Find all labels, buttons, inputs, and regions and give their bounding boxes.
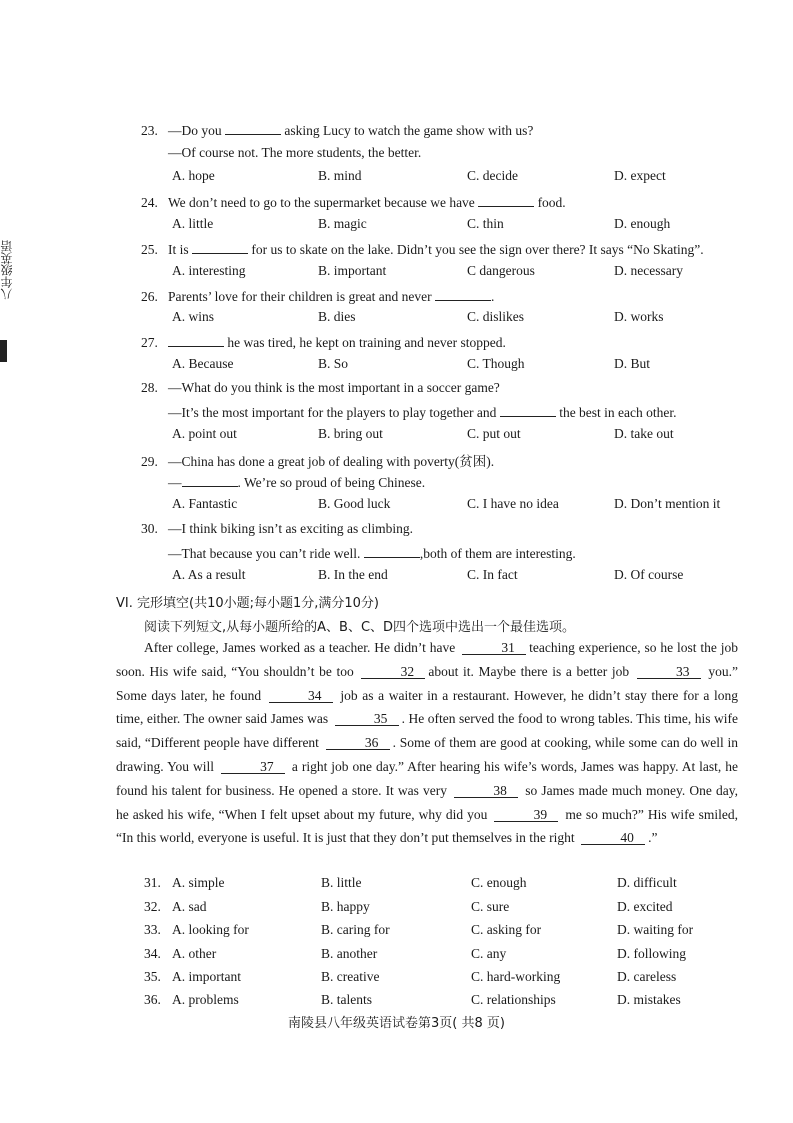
answer-option[interactable]: D. Of course	[614, 567, 684, 582]
cloze-option[interactable]: D. difficult	[617, 875, 677, 890]
cloze-option[interactable]: B. another	[321, 946, 378, 961]
passage-text: me so much?” His wife smiled, “In this world, everyone is useful. It is just that they don’t put themselves in the right	[116, 806, 738, 846]
answer-option[interactable]: D. works	[614, 309, 664, 324]
question-line	[168, 544, 576, 562]
passage-text: . Some of them are good at cooking, while some can do well in drawing. You will	[116, 735, 739, 774]
answer-option[interactable]: C. Though	[467, 356, 525, 371]
question-number: 27.	[141, 335, 158, 350]
answer-option[interactable]: C. decide	[467, 168, 518, 183]
question-text: Parents’ love for their children is great and never	[168, 289, 436, 304]
cloze-blank[interactable]: 38	[454, 784, 518, 798]
page-footer: 南陵县八年级英语试卷第3页( 共8 页)	[288, 1016, 505, 1031]
question-number: 28.	[141, 380, 158, 395]
cloze-option[interactable]: A. other	[172, 946, 217, 961]
cloze-blank[interactable]: 39	[494, 808, 558, 822]
passage-text: about it. Maybe there is a better job	[428, 663, 634, 679]
cloze-option[interactable]: D. excited	[617, 899, 673, 914]
question-text: for us to skate on the lake. Didn’t you see the sign over there? It says “No Skating”.	[248, 242, 704, 257]
answer-blank[interactable]	[182, 473, 238, 487]
question-text: he was tired, he kept on training and never stopped.	[224, 335, 506, 350]
answer-option[interactable]: A. little	[172, 216, 214, 231]
answer-option[interactable]: C. dislikes	[467, 309, 525, 324]
cloze-option[interactable]: B. talents	[321, 992, 372, 1007]
answer-blank[interactable]	[225, 121, 281, 135]
question-line	[141, 121, 533, 139]
cloze-passage	[116, 636, 738, 850]
cloze-option[interactable]: C. sure	[471, 899, 510, 914]
answer-option[interactable]: B. dies	[318, 309, 356, 324]
answer-blank[interactable]	[500, 403, 556, 417]
answer-option[interactable]: A. interesting	[172, 263, 246, 278]
cloze-blank[interactable]: 34	[269, 689, 333, 703]
answer-blank[interactable]	[192, 240, 248, 254]
question-number: 29.	[141, 454, 158, 469]
cloze-blank[interactable]: 36	[326, 736, 390, 750]
question-text: ,both of them are interesting.	[419, 546, 576, 561]
question-line	[168, 473, 425, 491]
passage-text: .”	[648, 830, 658, 846]
question-line	[141, 287, 494, 305]
cloze-option[interactable]: C. enough	[471, 875, 527, 890]
question-number: 26.	[141, 289, 158, 304]
answer-option[interactable]: A. Because	[172, 356, 234, 371]
cloze-option[interactable]: A. simple	[172, 875, 225, 890]
passage-text: so James made much money. One day, he asked his wife, “When I felt upset about my future, why did you	[116, 782, 738, 822]
cloze-option[interactable]: D. mistakes	[617, 992, 681, 1007]
question-text: It is	[168, 242, 193, 257]
passage-text: a right job one day.” After hearing his wife’s words, James was happy. At last, he found his talent for business. He opened a store. It was very	[116, 758, 738, 798]
cloze-blank[interactable]: 33	[637, 665, 701, 679]
cloze-option[interactable]: D. following	[617, 946, 686, 961]
answer-option[interactable]: D. Don’t mention it	[614, 496, 721, 511]
answer-option[interactable]: A. hope	[172, 168, 215, 183]
side-margin-label: 八年级英语	[0, 240, 14, 300]
cloze-option[interactable]: D. waiting for	[617, 922, 694, 937]
cloze-option[interactable]: A. sad	[172, 899, 207, 914]
question-text: —Of course not. The more students, the better.	[168, 145, 422, 160]
question-text: —Do you	[168, 123, 225, 138]
cloze-number: 35.	[144, 969, 161, 984]
cloze-blank[interactable]: 32	[361, 665, 425, 679]
question-line	[141, 333, 506, 351]
cloze-blank[interactable]: 35	[335, 712, 399, 726]
question-text: . We’re so proud of being Chinese.	[237, 475, 426, 490]
section-instruction: 阅读下列短文,从每小题所给的A、B、C、D四个选项中选出一个最佳选项。	[144, 620, 576, 635]
question-line	[141, 240, 704, 258]
cloze-option[interactable]: A. looking for	[172, 922, 249, 937]
answer-option[interactable]: D. take out	[614, 426, 674, 441]
answer-option[interactable]: A. Fantastic	[172, 496, 238, 511]
cloze-number: 34.	[144, 946, 161, 961]
answer-option[interactable]: A. As a result	[172, 567, 246, 582]
passage-text: . He often served the food to wrong tables. This time, his wife said, “Different people have different	[116, 711, 738, 751]
cloze-option[interactable]: B. creative	[321, 969, 380, 984]
question-line	[141, 450, 494, 470]
answer-option[interactable]: C. thin	[467, 216, 504, 231]
answer-blank[interactable]	[364, 544, 420, 558]
question-line	[141, 521, 413, 537]
question-text: —It’s the most important for the players to play together and	[168, 405, 500, 420]
cloze-option[interactable]: D. careless	[617, 969, 677, 984]
cloze-number: 36.	[144, 992, 161, 1007]
cloze-option[interactable]: A. problems	[172, 992, 239, 1007]
answer-option[interactable]: D. enough	[614, 216, 671, 231]
question-text: —	[168, 475, 182, 490]
answer-option[interactable]: B. bring out	[318, 426, 383, 441]
question-line	[168, 145, 421, 161]
answer-option[interactable]: A. wins	[172, 309, 215, 324]
question-line	[141, 380, 500, 396]
answer-option[interactable]: C. In fact	[467, 567, 518, 582]
answer-option[interactable]: B. In the end	[318, 567, 388, 582]
cloze-number: 32.	[144, 899, 161, 914]
answer-option[interactable]: A. point out	[172, 426, 237, 441]
passage-text: you.” Some days later, he found	[116, 663, 738, 703]
cloze-option[interactable]: B. caring for	[321, 922, 390, 937]
question-text: —What do you think is the most important in a soccer game?	[168, 380, 500, 395]
question-text: We don’t need to go to the supermarket because we have	[168, 195, 479, 210]
cloze-option[interactable]: C. hard-working	[471, 969, 561, 984]
question-line	[168, 403, 677, 421]
answer-blank[interactable]	[168, 333, 224, 347]
answer-option[interactable]: B. Good luck	[318, 496, 391, 511]
passage-text: teaching experience, so he lost the job soon. His wife said, “You shouldn’t be too	[116, 640, 738, 679]
binding-mark	[0, 340, 7, 362]
question-number: 24.	[141, 195, 158, 210]
question-text: —China has done a great job of dealing with poverty(贫困).	[168, 454, 495, 469]
cloze-blank[interactable]: 37	[221, 760, 285, 774]
question-text: .	[491, 289, 495, 304]
cloze-option[interactable]: B. happy	[321, 899, 370, 914]
question-number: 30.	[141, 521, 158, 536]
answer-blank[interactable]	[435, 287, 491, 301]
section-title: VI. 完形填空(共10小题;每小题1分,满分10分)	[116, 596, 380, 611]
cloze-option[interactable]: C. relationships	[471, 992, 556, 1007]
answer-option[interactable]: D. necessary	[614, 263, 683, 278]
question-number: 25.	[141, 242, 158, 257]
answer-option[interactable]: C. I have no idea	[467, 496, 559, 511]
answer-option[interactable]: D. But	[614, 356, 651, 371]
question-text: —That because you can’t ride well.	[168, 546, 364, 561]
cloze-blank[interactable]: 40	[581, 831, 645, 845]
cloze-blank[interactable]: 31	[462, 641, 526, 655]
cloze-number: 33.	[144, 922, 161, 937]
answer-option[interactable]: C. put out	[467, 426, 521, 441]
question-text: —I think biking isn’t as exciting as climbing.	[168, 521, 413, 536]
cloze-option[interactable]: B. little	[321, 875, 362, 890]
answer-option[interactable]: B. important	[318, 263, 387, 278]
cloze-option[interactable]: C. asking for	[471, 922, 542, 937]
passage-text: After college, James worked as a teacher. He didn’t have	[144, 640, 460, 655]
cloze-number: 31.	[144, 875, 161, 890]
answer-blank[interactable]	[478, 193, 534, 207]
cloze-option[interactable]: A. important	[172, 969, 241, 984]
answer-option[interactable]: C dangerous	[467, 263, 535, 278]
passage-text: job as a waiter in a restaurant. However, he didn’t stay there for a long time, either. The owner said James was	[116, 687, 738, 727]
answer-option[interactable]: B. magic	[318, 216, 367, 231]
cloze-option[interactable]: C. any	[471, 946, 507, 961]
question-text: food.	[534, 195, 566, 210]
answer-option[interactable]: B. mind	[318, 168, 362, 183]
question-text: the best in each other.	[555, 405, 677, 420]
answer-option[interactable]: B. So	[318, 356, 349, 371]
question-text: asking Lucy to watch the game show with us?	[281, 123, 534, 138]
answer-option[interactable]: D. expect	[614, 168, 666, 183]
question-line	[141, 193, 566, 211]
question-number: 23.	[141, 123, 158, 138]
